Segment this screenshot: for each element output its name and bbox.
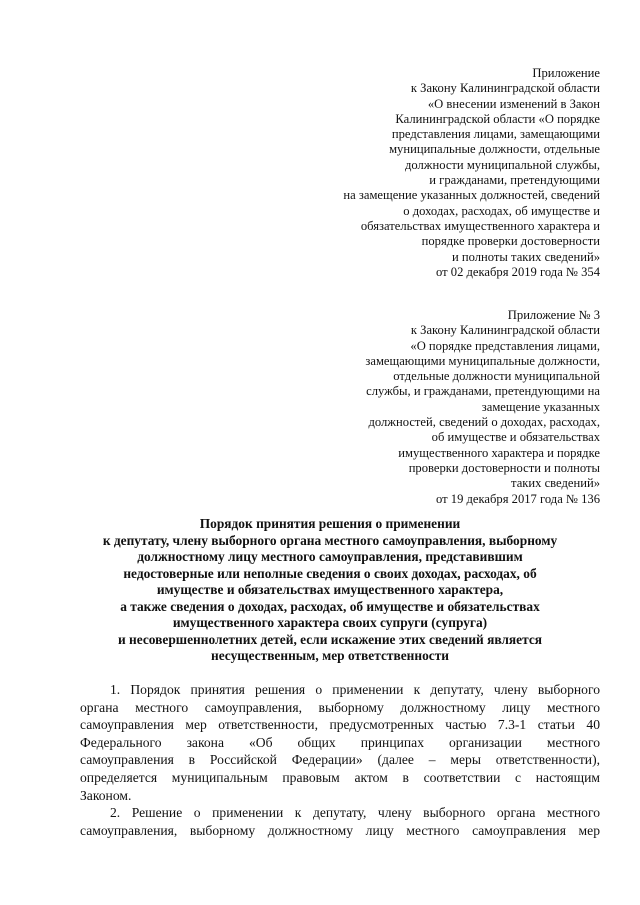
title-line: и несовершеннолетних детей, если искажение этих сведений является	[117, 631, 543, 647]
annex-date-line: от 02 декабря 2019 года № 354	[435, 264, 600, 279]
paragraph-1-line: определяется муниципальным правовым актом в соответствии с настоящим	[80, 769, 600, 785]
annex-line: Калининградской области «О порядке	[395, 111, 600, 126]
annex-line: отдельные должности муниципальной	[393, 369, 600, 384]
paragraph-1-line: Федерального закона «Об общих принципах организации местного	[80, 734, 600, 750]
annex-line: должности муниципальной службы,	[404, 157, 600, 172]
annex-line: к Закону Калининградской области	[410, 323, 600, 338]
annex-line: представления лицами, замещающими	[391, 127, 600, 142]
annex-line: должностей, сведений о доходах, расходах,	[368, 415, 600, 430]
paragraph-1-line: органа местного самоуправления, выборному должностному лицу местного	[80, 699, 600, 715]
annex-line: «О порядке представления лицами,	[410, 338, 600, 353]
annex-line: о доходах, расходах, об имуществе и	[403, 203, 600, 218]
annex-line: замещение указанных	[481, 399, 600, 414]
paragraph-1-line: 1. Порядок принятия решения о применении к депутату, члену выборного	[110, 682, 600, 697]
annex-line: службы, и гражданами, претендующими на	[366, 384, 600, 399]
annex-line: замещающими муниципальные должности,	[365, 353, 600, 368]
paragraph-2-line: 2. Решение о применении к депутату, члену выборного органа местного	[110, 805, 600, 821]
title-line: а также сведения о доходах, расходах, об имуществе и обязательствах	[120, 598, 540, 614]
paragraph-1-line: самоуправления в Российской Федерации» (далее – меры ответственности),	[80, 752, 600, 768]
paragraph-1-line: Законом.	[80, 787, 132, 803]
paragraph-2-line: самоуправления, выборному должностному лицу местного самоуправления мер	[80, 822, 600, 838]
document-body	[80, 681, 600, 839]
annex-line: муниципальные должности, отдельные	[389, 142, 600, 157]
document-title	[60, 516, 600, 665]
annex-line: и гражданами, претендующими	[429, 173, 600, 188]
paragraph-1-line: самоуправления мер ответственности, предусмотренных частью 7.3-1 статьи 40	[80, 717, 600, 733]
title-line: Порядок принятия решения о применении	[199, 516, 461, 531]
annex-line: к Закону Калининградской области	[410, 81, 600, 96]
annex-line: таких сведений»	[511, 476, 600, 491]
annex-line: проверки достоверности и полноты	[408, 460, 600, 475]
annex-line: и полноты таких сведений»	[452, 249, 600, 264]
annex-2019-header	[343, 66, 600, 280]
annex-line: порядке проверки достоверности	[421, 234, 600, 249]
annex-line: Приложение	[532, 66, 600, 80]
annex-line: обязательствах имущественного характера и	[360, 218, 600, 233]
title-line: имущественного характера своих супруги (супруга)	[172, 615, 488, 630]
annex-line: об имуществе и обязательствах	[431, 430, 600, 445]
title-line: должностному лицу местного самоуправления, представившим	[137, 549, 523, 564]
annex-line: «О внесении изменений в Закон	[427, 96, 600, 111]
annex-line: имущественного характера и порядке	[398, 445, 600, 460]
annex-line: на замещение указанных должностей, сведений	[343, 188, 600, 203]
title-line: к депутату, члену выборного органа местного самоуправления, выборному	[102, 532, 558, 548]
annex-3-header	[365, 308, 600, 507]
title-line: несущественным, мер ответственности	[210, 648, 450, 663]
title-line: имуществе и обязательствах имущественного характера,	[156, 582, 504, 597]
title-line: недостоверные или неполные сведения о своих доходах, расходах, об	[123, 565, 537, 581]
annex-line: Приложение № 3	[507, 308, 600, 322]
annex-date-line: от 19 декабря 2017 года № 136	[435, 491, 600, 506]
